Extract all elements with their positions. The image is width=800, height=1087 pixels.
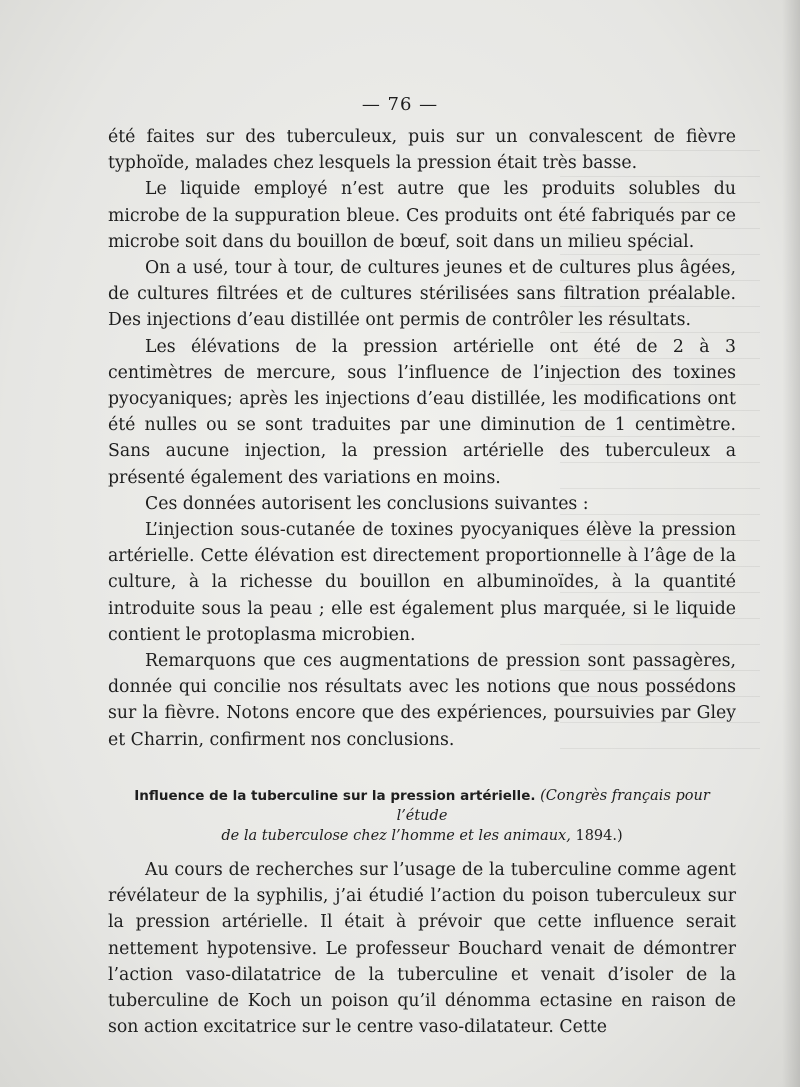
paragraph: Au cours de recherches sur l’usage de la tuberculine comme agent révélateur de la syphilis, j’ai étudié l’action du poison tuberculeux sur la pression artérielle. Il était à prévoir que cette influence serait nettement hypotensive. Le professeur Bouchard venait de démontrer l’action vaso-dilatatrice de la tuberculine et venait d’isoler de la tuberculine de Koch un poison qu’il dénomma ectasine en raison de son action excitatrice sur le centre vaso-dilatateur. Cette [108,860,736,1038]
page-number: — 76 — [361,94,439,115]
paragraph: Le liquide employé n’est autre que les produits solubles du microbe de la suppuration bleue. Ces produits ont été fabriqués par ce microbe soit dans du bouillon de bœuf, soit dans un milieu spécial. [108,179,736,252]
section-title: Influence de la tuberculine sur la pression artérielle. [134,788,536,804]
body-text-top [108,124,736,753]
paragraph: été faites sur des tuberculeux, puis sur un convalescent de fièvre typhoïde, malades chez lesquels la pression était très basse. [108,127,736,174]
paragraph: Les élévations de la pression artérielle ont été de 2 à 3 centimètres de mercure, sous l’influence de l’injection des toxines pyocyaniques; après les injections d’eau distillée, les modifications ont été nulles ou se sont traduites par une diminution de 1 centimètre. Sans aucune injection, la pression artérielle des tuberculeux a présenté également des variations en moins. [108,336,736,488]
section-heading [108,786,736,846]
citation-year: 1894.) [570,828,623,844]
citation-venue-cont: de la tuberculose chez l’homme et les animaux, [221,828,571,844]
paragraph: On a usé, tour à tour, de cultures jeunes et de cultures plus âgées, de cultures filtrées et de cultures stérilisées sans filtration préalable. Des injections d’eau distillée ont permis de contrôler les résultats. [108,258,736,331]
body-text-bottom [108,857,736,1040]
paragraph: Remarquons que ces augmentations de pression sont passagères, donnée qui concilie nos résultats avec les notions que nous possédons sur la fièvre. Notons encore que des expériences, poursuivies par Gley et Charrin, confirment nos conclusions. [108,651,736,750]
paragraph: L’injection sous-cutanée de toxines pyocyaniques élève la pression artérielle. Cette élévation est directement proportionnelle à l’âge de la culture, à la richesse du bouillon en albuminoïdes, à la quantité introduite sous la peau ; elle est également plus marquée, si le liquide contient le protoplasma microbien. [108,520,736,645]
paragraph: Ces données autorisent les conclusions suivantes : [145,493,589,514]
citation-venue: (Congrès français pour l’étude [396,788,710,824]
page-edge-shadow [782,0,800,1087]
